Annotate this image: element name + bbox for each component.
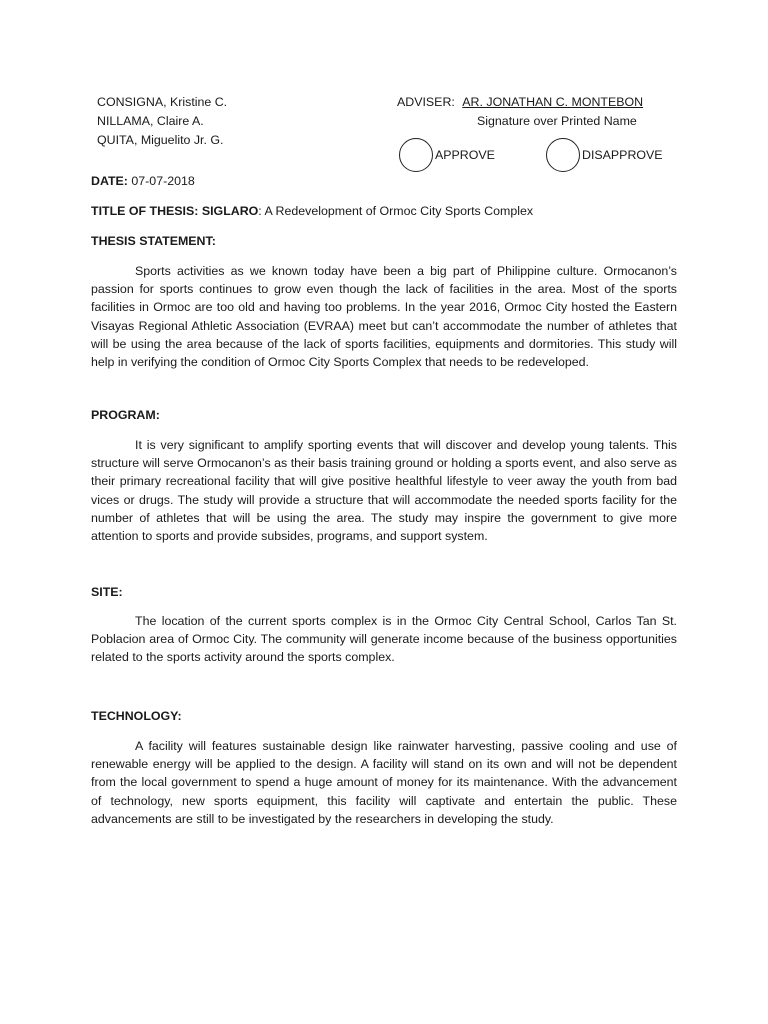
author-list bbox=[97, 93, 227, 150]
site-body: The location of the current sports complex is in the Ormoc City Central School, Carlos Tan St. Poblacion area of Ormoc City. The community will generate income because of the business opportunities related to the sports activity around the sports complex. bbox=[91, 614, 677, 665]
disapprove-option bbox=[546, 136, 663, 174]
adviser-line bbox=[397, 93, 649, 112]
author-name: QUITA, Miguelito Jr. G. bbox=[97, 133, 224, 147]
approve-label: APPROVE bbox=[435, 148, 495, 162]
date-line bbox=[91, 172, 195, 191]
program-heading: PROGRAM: bbox=[91, 408, 160, 422]
disapprove-label: DISAPPROVE bbox=[582, 148, 663, 162]
thesis-title-name: SIGLARO bbox=[201, 204, 259, 218]
adviser-name: AR. JONATHAN C. MONTEBON bbox=[462, 95, 644, 109]
program-body: It is very significant to amplify sporting events that will discover and develop young talents. This structure will serve Ormocanon’s as their basis training ground or holding a sports event, and also serve as their primary recreational facility that will give positive healthful lifestyle to veer away the youth from bad vices or drugs. The study will provide a structure that will accommodate the needed sports facility for the number of athletes that will be using the area. The study may inspire the government to give more attention to sports and provide subsides, programs, and support system. bbox=[91, 438, 677, 544]
date-value: 07-07-2018 bbox=[131, 174, 195, 188]
disapprove-circle bbox=[546, 138, 580, 172]
signature-label: Signature over Printed Name bbox=[477, 114, 637, 128]
thesis-statement-heading: THESIS STATEMENT: bbox=[91, 234, 216, 248]
thesis-statement-body: Sports activities as we known today have been a big part of Philippine culture. Ormocanon’s passion for sports continues to grow even though the lack of facilities in the area. Most of the sports facilities in Ormoc are too old and having too problems. In the year 2016, Ormoc City hosted the Eastern Visayas Regional Athletic Association (EVRAA) meet but can’t accommodate the number of athletes that will be using the area because of the lack of sports facilities, equipments and dormitories. This study will help in verifying the condition of Ormoc City Sports Complex that needs to be redeveloped. bbox=[91, 264, 677, 370]
thesis-title-rest: : A Redevelopment of Ormoc City Sports Complex bbox=[258, 204, 534, 218]
date-label: DATE: bbox=[91, 174, 128, 188]
technology-heading: TECHNOLOGY: bbox=[91, 709, 182, 723]
adviser-label: ADVISER: bbox=[397, 95, 455, 109]
approve-circle bbox=[399, 138, 433, 172]
thesis-title-label: TITLE OF THESIS: bbox=[91, 204, 199, 218]
thesis-title-line bbox=[91, 202, 533, 221]
author-name: NILLAMA, Claire A. bbox=[97, 114, 204, 128]
technology-body: A facility will features sustainable design like rainwater harvesting, passive cooling and use of renewable energy will be applied to the design. A facility will stand on its own and will not be dependent from the local government to spend a huge amount of money for its maintenance. With the advancement of technology, new sports equipment, this facility will captivate and entertain the public. These advancements are still to be investigated by the researchers in developing the study. bbox=[91, 739, 677, 826]
author-name: CONSIGNA, Kristine C. bbox=[97, 95, 228, 109]
site-heading: SITE: bbox=[91, 585, 123, 599]
approve-option bbox=[399, 136, 495, 174]
